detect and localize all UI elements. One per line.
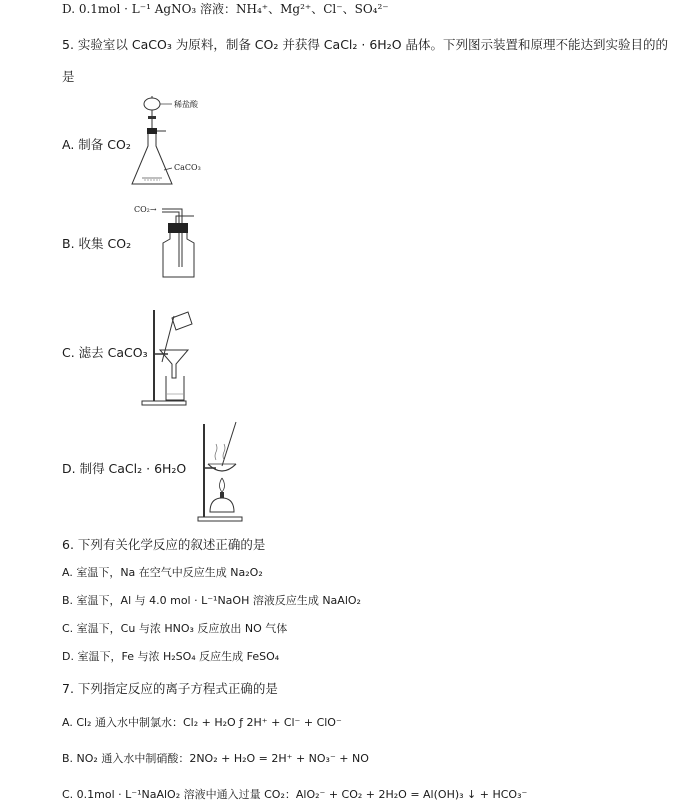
q5-option-b: B. 收集 CO₂ xyxy=(62,236,132,251)
gas-bottle-figure xyxy=(132,203,202,279)
caco3-label: CaCO₃ xyxy=(174,163,201,172)
q5-stem-line1: 5. 实验室以 CaCO₃ 为原料，制备 CO₂ 并获得 CaCl₂ · 6H₂O 晶体。下列图示装置和原理不能达到实验目的的 xyxy=(62,37,669,52)
q5-option-a: A. 制备 CO₂ xyxy=(62,137,131,152)
q7-stem: 7. 下列指定反应的离子方程式正确的是 xyxy=(62,681,278,696)
q6-option-c: C. 室温下，Cu 与浓 HNO₃ 反应放出 NO 气体 xyxy=(62,622,288,635)
flask-apparatus-figure xyxy=(128,94,218,190)
q6-option-a: A. 室温下，Na 在空气中反应生成 Na₂O₂ xyxy=(62,566,263,579)
q6-option-d: D. 室温下，Fe 与浓 H₂SO₄ 反应生成 FeSO₄ xyxy=(62,650,280,663)
q6-stem: 6. 下列有关化学反应的叙述正确的是 xyxy=(62,537,266,552)
co2-inlet-label: CO₂→ xyxy=(134,205,157,214)
q7-option-c: C. 0.1mol · L⁻¹NaAlO₂ 溶液中通入过量 CO₂：AlO₂⁻ + CO₂ + 2H₂O = Al(OH)₃ ↓ + HCO₃⁻ xyxy=(62,788,528,801)
q7-option-a: A. Cl₂ 通入水中制氯水：Cl₂ + H₂O ƒ 2H⁺ + Cl⁻ + ClO⁻ xyxy=(62,716,342,729)
prev-question-option-d: D. 0.1mol · L⁻¹ AgNO₃ 溶液：NH₄⁺、Mg²⁺、Cl⁻、SO₄²⁻ xyxy=(62,2,389,16)
q5-option-d: D. 制得 CaCl₂ · 6H₂O xyxy=(62,461,187,476)
q7-option-b: B. NO₂ 通入水中制硝酸：2NO₂ + H₂O = 2H⁺ + NO₃⁻ + NO xyxy=(62,752,369,765)
filtration-figure xyxy=(138,302,198,408)
q6-option-b: B. 室温下，Al 与 4.0 mol · L⁻¹NaOH 溶液反应生成 NaAlO₂ xyxy=(62,594,361,607)
evaporation-figure xyxy=(196,420,246,524)
q5-option-c: C. 滤去 CaCO₃ xyxy=(62,345,148,360)
dilute-hcl-label: 稀盐酸 xyxy=(174,100,198,109)
q5-stem-line2: 是 xyxy=(62,69,75,84)
